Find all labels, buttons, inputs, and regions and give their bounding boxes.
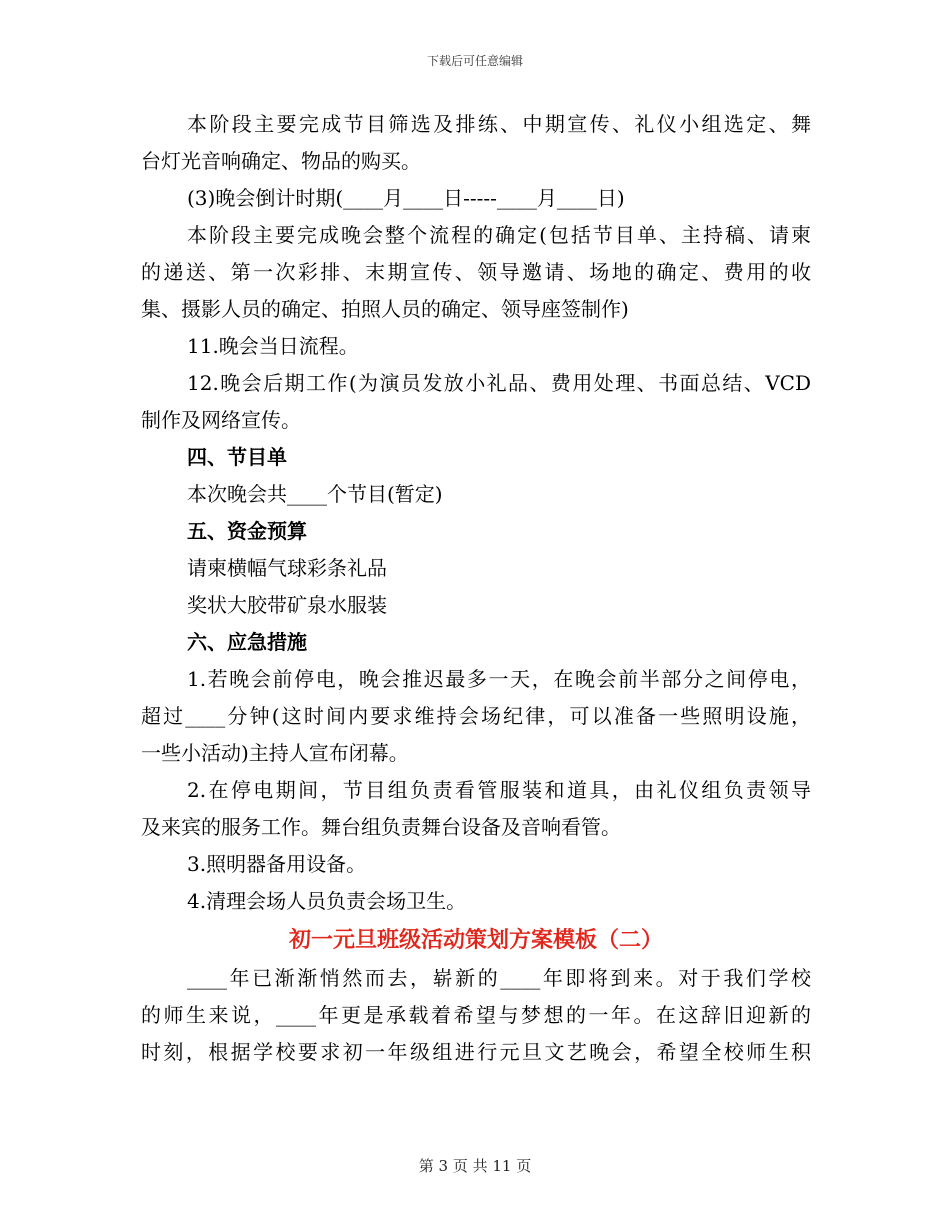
section-heading: 五、资金预算 <box>187 519 307 543</box>
stage-heading: (3)晚会倒计时期(____月____日-----____月____日) <box>187 186 625 210</box>
section-heading: 四、节目单 <box>187 445 287 469</box>
paragraph-line: 奖状大胶带矿泉水服装 <box>187 593 387 617</box>
paragraph-line: 集、摄影人员的确定、拍照人员的确定、领导座签制作) <box>141 297 629 321</box>
page-footer: 第 3 页 共 11 页 <box>418 1157 532 1175</box>
list-item: 4.清理会场人员负责会场卫生。 <box>187 889 467 913</box>
paragraph-line: 的师生来说，____年更是承载着希望与梦想的一年。在这辞旧迎新的 <box>141 1003 811 1027</box>
document-title: 初一元旦班级活动策划方案模板（二） <box>288 927 663 953</box>
paragraph-line: 时刻，根据学校要求初一年级组进行元旦文艺晚会，希望全校师生积 <box>141 1040 811 1064</box>
paragraph-line: ____年已渐渐悄然而去，崭新的____年即将到来。对于我们学校 <box>187 966 811 990</box>
paragraph-line: 台灯光音响确定、物品的购买。 <box>141 149 421 173</box>
paragraph-line: 本阶段主要完成节目筛选及排练、中期宣传、礼仪小组选定、舞 <box>187 112 811 136</box>
list-item: 11.晚会当日流程。 <box>187 334 359 358</box>
paragraph-line: 制作及网络宣传。 <box>141 408 301 432</box>
paragraph-line: 超过____分钟(这时间内要求维持会场纪律，可以准备一些照明设施， <box>141 704 811 728</box>
paragraph-line: 本次晚会共____个节目(暂定) <box>187 482 443 506</box>
paragraph-line: 一些小活动)主持人宣布闭幕。 <box>141 741 409 765</box>
paragraph-line: 的递送、第一次彩排、末期宣传、领导邀请、场地的确定、费用的收 <box>141 260 811 284</box>
page-header: 下载后可任意编辑 <box>426 54 523 68</box>
document-body <box>141 106 811 1071</box>
paragraph-line: 本阶段主要完成晚会整个流程的确定(包括节目单、主持稿、请柬 <box>187 223 811 247</box>
section-heading: 六、应急措施 <box>187 630 307 654</box>
paragraph-line: 请柬横幅气球彩条礼品 <box>187 556 387 580</box>
paragraph-line: 及来宾的服务工作。舞台组负责舞台设备及音响看管。 <box>141 815 621 839</box>
list-item: 3.照明器备用设备。 <box>187 852 367 876</box>
list-item: 2.在停电期间，节目组负责看管服装和道具，由礼仪组负责领导 <box>187 778 811 802</box>
list-item: 1.若晚会前停电，晚会推迟最多一天，在晚会前半部分之间停电， <box>187 667 811 691</box>
list-item: 12.晚会后期工作(为演员发放小礼品、费用处理、书面总结、VCD <box>187 371 811 395</box>
